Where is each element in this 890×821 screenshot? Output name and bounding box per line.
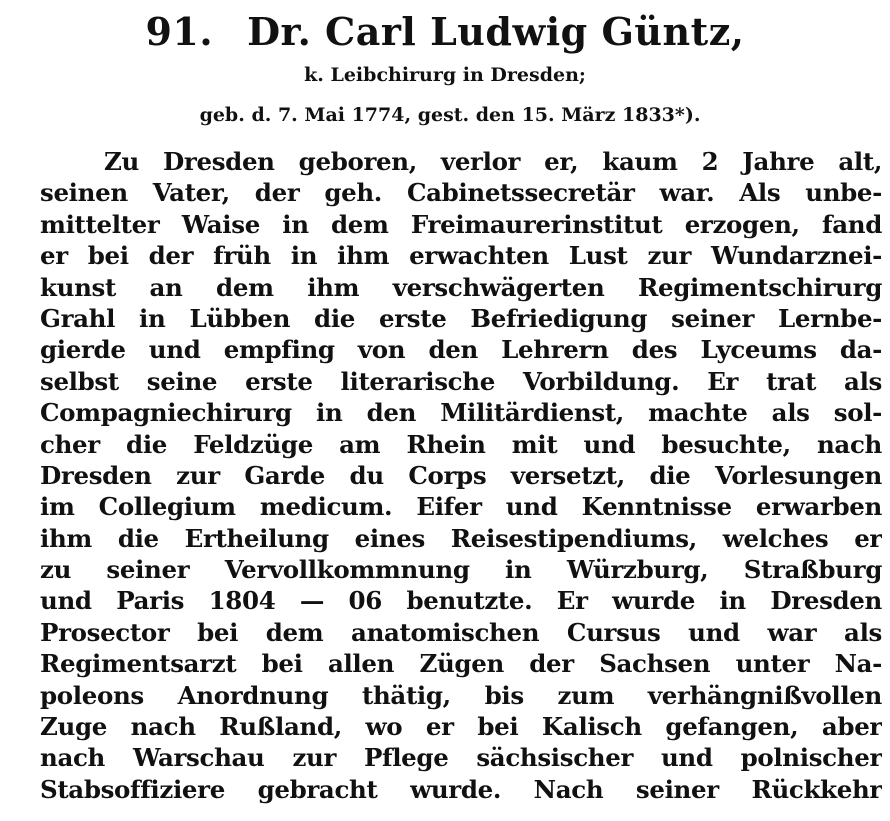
text-line: Compagniechirurg in den Militärdienst, machte als sol- xyxy=(40,398,882,428)
text-line: und Paris 1804 — 06 benutzte. Er wurde in Dresden xyxy=(40,586,882,616)
text-line: selbst seine erste literarische Vorbildung. Er trat als xyxy=(40,366,882,396)
text-line: cher die Feldzüge am Rhein mit und besuchte, nach xyxy=(40,429,882,459)
person-position: k. Leibchirurg in Dresden; xyxy=(304,64,586,86)
entry-title xyxy=(0,8,890,56)
text-line: ihm die Ertheilung eines Reisestipendiums, welches er xyxy=(40,523,882,553)
text-line: zu seiner Vervollkommnung in Würzburg, Straßburg xyxy=(40,555,882,585)
text-line: Stabsoffiziere gebracht wurde. Nach seiner Rückkehr xyxy=(40,774,882,804)
text-line: gierde und empfing von den Lehrern des Lyceums da- xyxy=(40,335,882,365)
text-line: mittelter Waise in dem Freimaurerinstitut erzogen, fand xyxy=(40,209,882,239)
text-line: Prosector bei dem anatomischen Cursus und war als xyxy=(40,617,882,647)
text-line: Grahl in Lübben die erste Befriedigung seiner Lernbe- xyxy=(40,303,882,333)
text-line: im Collegium medicum. Eifer und Kenntnisse erwarben xyxy=(40,492,882,522)
text-line: kunst an dem ihm verschwägerten Regimentschirurg xyxy=(40,272,882,302)
text-line: poleons Anordnung thätig, bis zum verhängnißvollen xyxy=(40,680,882,710)
text-line: seinen Vater, der geh. Cabinetssecretär war. Als unbe- xyxy=(40,178,882,208)
entry-number: 91. xyxy=(145,9,214,54)
biography-text xyxy=(40,146,882,805)
text-line: Zu Dresden geboren, verlor er, kaum 2 Jahre alt, xyxy=(104,147,882,176)
text-line: Dresden zur Garde du Corps versetzt, die Vorlesungen xyxy=(40,460,882,490)
text-line: nach Warschau zur Pflege sächsischer und polnischer xyxy=(40,743,882,773)
text-line: Regimentsarzt bei allen Zügen der Sachsen unter Na- xyxy=(40,649,882,679)
life-dates: geb. d. 7. Mai 1774, gest. den 15. März 1833*). xyxy=(199,104,701,126)
text-line: er bei der früh in ihm erwachten Lust zur Wundarznei- xyxy=(40,241,882,271)
person-name: Dr. Carl Ludwig Güntz, xyxy=(247,9,745,54)
text-line: Zuge nach Rußland, wo er bei Kalisch gefangen, aber xyxy=(40,712,882,742)
